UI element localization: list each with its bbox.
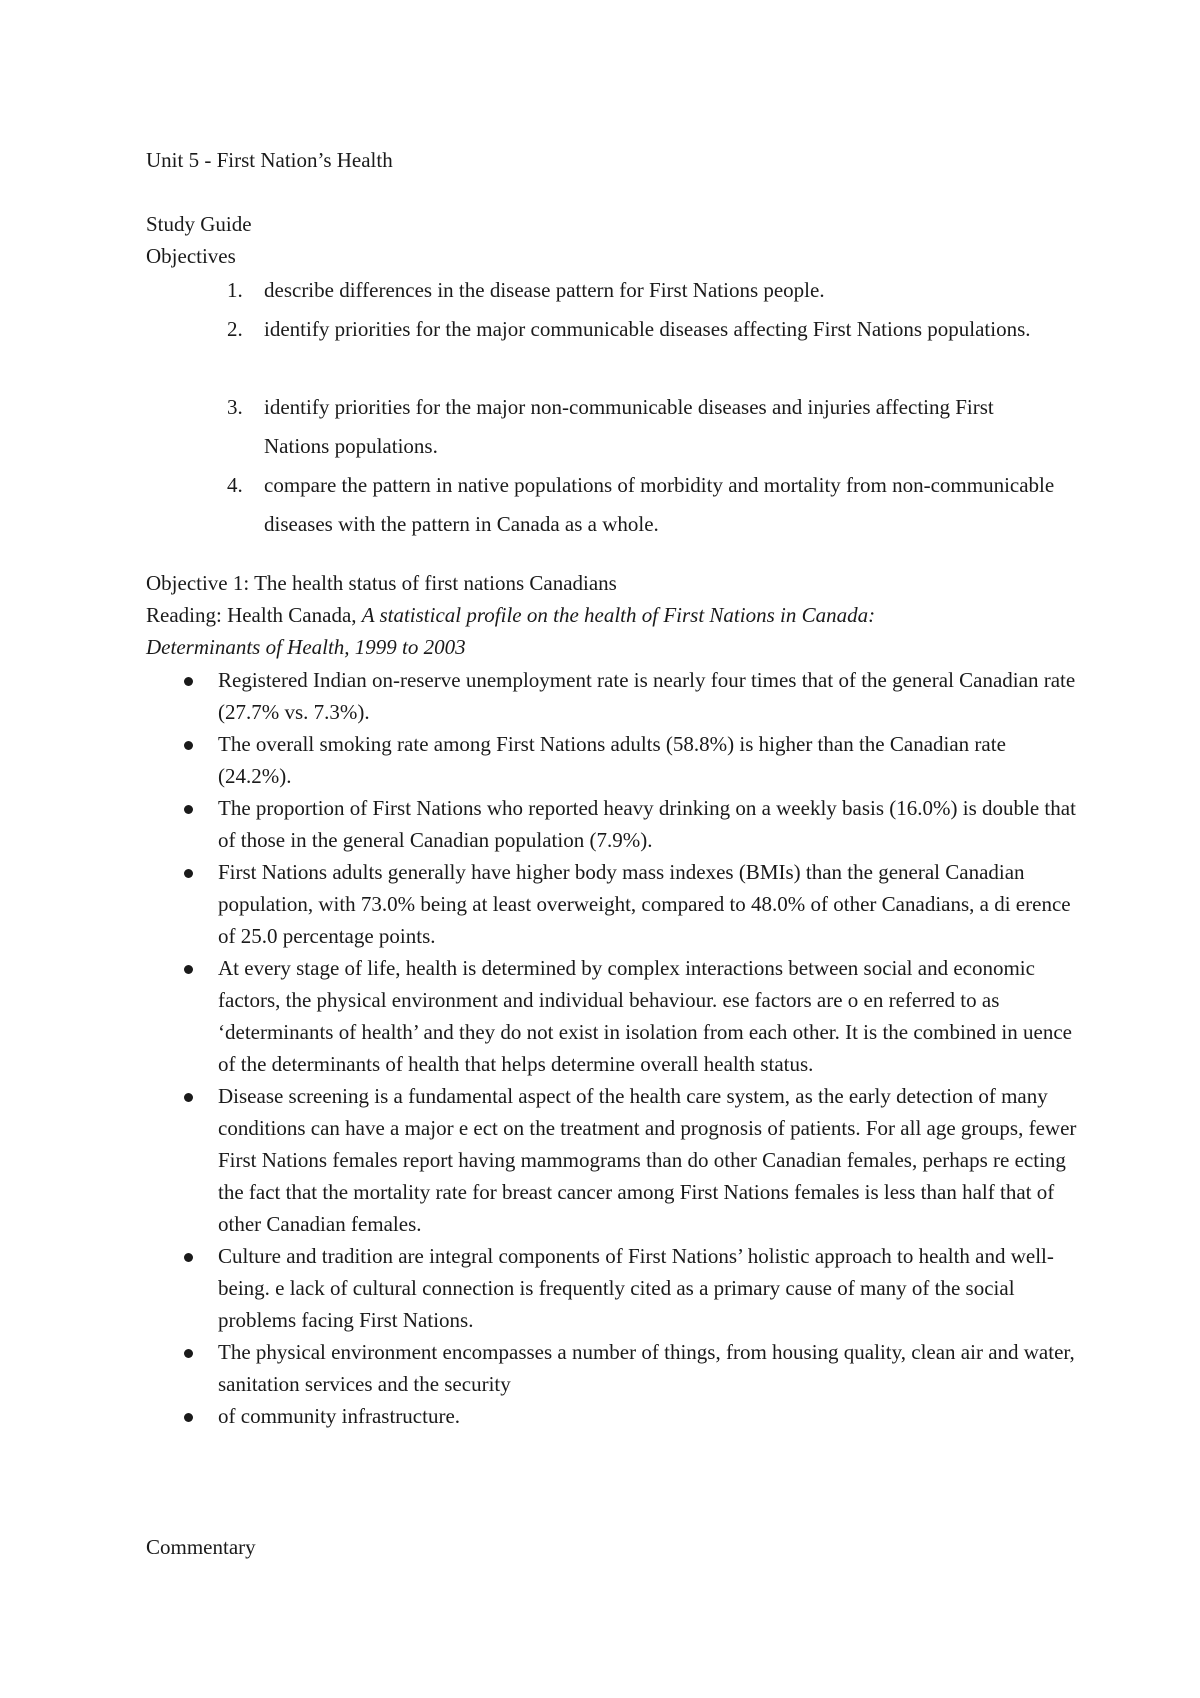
bullet-text: Registered Indian on-reserve unemployment rate is nearly four times that of the general Canadian rate (27.7% vs. 7.3%).	[218, 668, 1076, 724]
bullet-text: Culture and tradition are integral components of First Nations’ holistic approach to health and well-being. e lack of cultural connection is frequently cited as a primary cause of many of the social problems facing First Nations.	[218, 1244, 1054, 1332]
bullet-text: The overall smoking rate among First Nations adults (58.8%) is higher than the Canadian rate (24.2%).	[218, 732, 1006, 788]
bullet-dot-icon	[184, 805, 193, 814]
objective-number: 2.	[227, 317, 243, 341]
bullet-item	[180, 952, 1080, 1080]
bullet-item	[180, 792, 1080, 856]
objective-item	[227, 271, 1057, 310]
bullet-item	[180, 728, 1080, 792]
objective-number: 1.	[227, 278, 243, 302]
bullet-item	[180, 664, 1080, 728]
reading-prefix: Reading: Health Canada,	[146, 603, 362, 627]
commentary-heading: Commentary	[146, 1535, 256, 1559]
reading-line	[146, 605, 875, 626]
objective-text: describe differences in the disease pattern for First Nations people.	[264, 278, 825, 302]
bullet-dot-icon	[184, 1093, 193, 1102]
bullet-item	[180, 856, 1080, 952]
objective-number: 4.	[227, 473, 243, 497]
objective-item	[227, 388, 1057, 466]
document-title: Unit 5 - First Nation’s Health	[146, 148, 393, 172]
bullet-text: The physical environment encompasses a number of things, from housing quality, clean air and water, sanitation services and the security	[218, 1340, 1075, 1396]
study-guide-heading: Study Guide	[146, 212, 252, 236]
objective-item	[227, 466, 1057, 544]
objective-item	[227, 310, 1057, 349]
bullet-dot-icon	[184, 1349, 193, 1358]
bullet-item	[180, 1336, 1080, 1400]
bullet-item	[180, 1080, 1080, 1240]
bullet-item	[180, 1240, 1080, 1336]
bullet-dot-icon	[184, 741, 193, 750]
objective1-heading: Objective 1: The health status of first nations Canadians	[146, 571, 617, 595]
objective-text: identify priorities for the major non-communicable diseases and injuries affecting First Nations populations.	[264, 395, 994, 458]
bullet-text: First Nations adults generally have higher body mass indexes (BMIs) than the general Canadian population, with 73.0% being at least overweight, compared to 48.0% of other Canadians, a di erence of 25.0 percentage points.	[218, 860, 1071, 948]
bullet-text: of community infrastructure.	[218, 1404, 461, 1428]
objective-text: compare the pattern in native populations of morbidity and mortality from non-communicable diseases with the pattern in Canada as a whole.	[264, 473, 1055, 536]
objectives-heading: Objectives	[146, 244, 236, 268]
bullet-dot-icon	[184, 1253, 193, 1262]
objective-number: 3.	[227, 395, 243, 419]
bullet-dot-icon	[184, 677, 193, 686]
reading-title: A statistical profile on the health of First Nations in Canada:	[361, 603, 876, 627]
bullet-dot-icon	[184, 965, 193, 974]
bullet-list	[180, 664, 1080, 1432]
bullet-text: Disease screening is a fundamental aspect of the health care system, as the early detection of many conditions can have a major e ect on the treatment and prognosis of patients. For all age groups, fewer First Nations females report having mammograms than do other Canadian females, perhaps re ecting the fact that the mortality rate for breast cancer among First Nations females is less than half that of other Canadian females.	[218, 1084, 1077, 1236]
reading-title-continued: Determinants of Health, 1999 to 2003	[146, 635, 466, 659]
bullet-text: The proportion of First Nations who reported heavy drinking on a weekly basis (16.0%) is double that of those in the general Canadian population (7.9%).	[218, 796, 1076, 852]
objective-text: identify priorities for the major communicable diseases affecting First Nations populations.	[264, 317, 1031, 341]
bullet-dot-icon	[184, 1413, 193, 1422]
bullet-text: At every stage of life, health is determined by complex interactions between social and economic factors, the physical environment and individual behaviour. ese factors are o en referred to as ‘determinants of health’ and they do not exist in isolation from each other. It is the combined in uence of the determinants of health that helps determine overall health status.	[218, 956, 1072, 1076]
bullet-item	[180, 1400, 1080, 1432]
bullet-dot-icon	[184, 869, 193, 878]
